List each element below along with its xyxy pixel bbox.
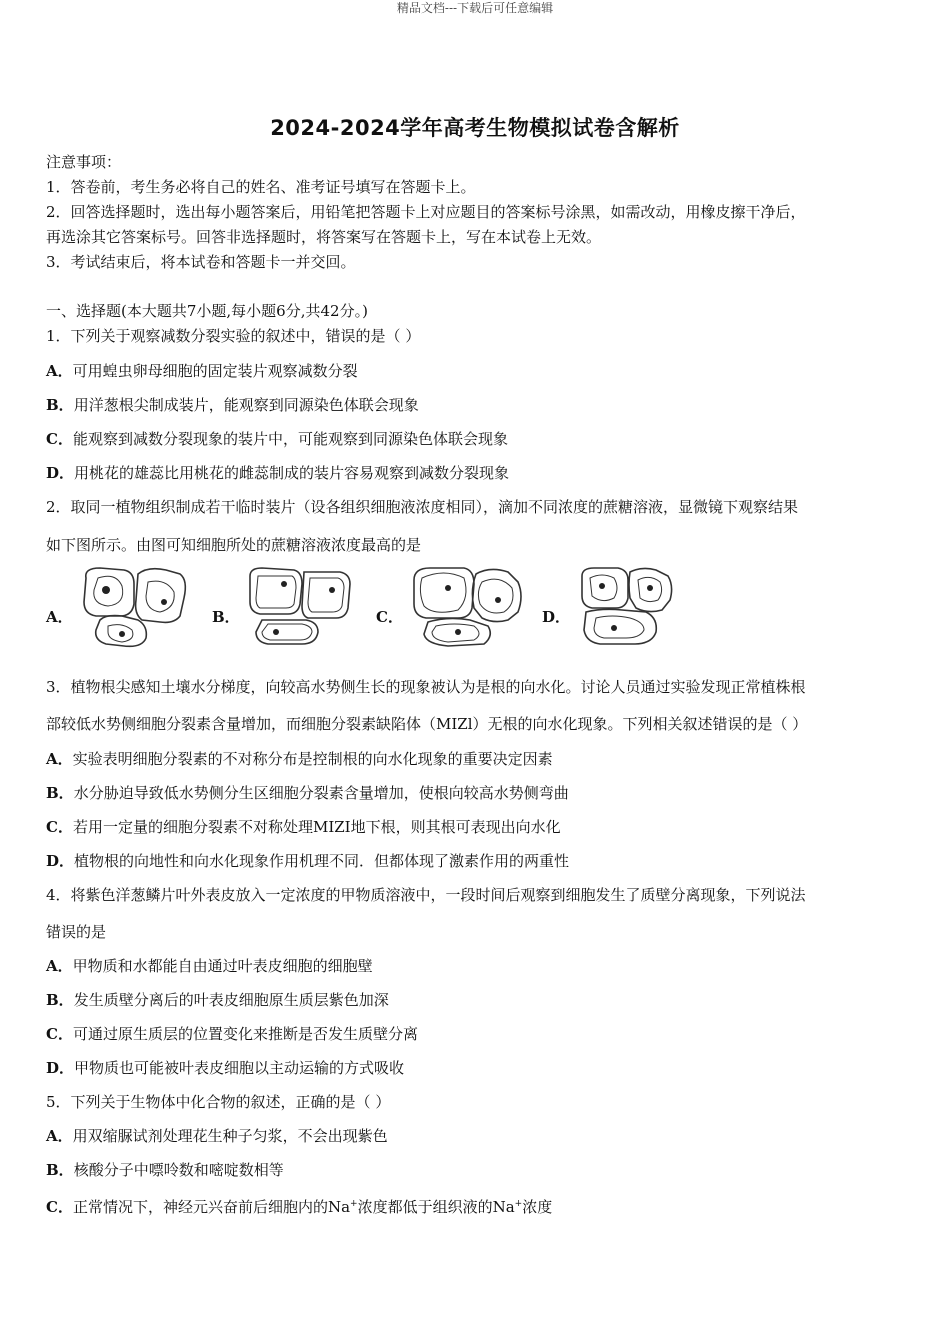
option-label: A． [46, 362, 73, 380]
q3-stem-line2: 部较低水势侧细胞分裂素含量增加，而细胞分裂素缺陷体（MIZl）无根的向水化现象。下列相关叙述错误的是（ ） [46, 715, 808, 733]
q2-figure-a [46, 564, 196, 648]
figure-label: A． [46, 608, 73, 626]
q1-option-d [46, 463, 906, 483]
q5-option-b [46, 1160, 906, 1180]
q3-option-a [46, 749, 906, 769]
option-text: 若用一定量的细胞分裂素不对称处理MIZI地下根，则其根可表现出向水化 [72, 818, 561, 836]
q3-stem-line1: 3．植物根尖感知土壤水分梯度，向较高水势侧生长的现象被认为是根的向水化。讨论人员通过实验发现正常植株根 [46, 678, 806, 696]
q2-figure-row [46, 564, 906, 648]
q3-option-b [46, 783, 906, 803]
option-text: 实验表明细胞分裂素的不对称分布是控制根的向水化现象的重要决定因素 [72, 750, 553, 768]
q4-option-d [46, 1058, 906, 1078]
q2-figure-c [376, 564, 536, 648]
option-text: 核酸分子中嘌呤数和嘧啶数相等 [73, 1161, 284, 1179]
q4-option-a [46, 956, 906, 976]
cell-diagram-d [572, 564, 687, 648]
q2-stem-line1: 2．取同一植物组织制成若干临时装片（设各组织细胞液浓度相同），滴加不同浓度的蔗糖溶液，显微镜下观察结果 [46, 498, 799, 516]
header-note: 精品文档---下载后可任意编辑 [396, 1, 554, 15]
option-text: 甲物质和水都能自由通过叶表皮细胞的细胞壁 [72, 957, 373, 975]
option-text: 可通过原生质层的位置变化来推断是否发生质壁分离 [72, 1025, 418, 1043]
q2-figure-d [542, 564, 692, 648]
option-text: 用桃花的雄蕊比用桃花的雌蕊制成的装片容易观察到减数分裂现象 [74, 464, 510, 482]
option-text: 可用蝗虫卵母细胞的固定装片观察减数分裂 [72, 362, 358, 380]
cell-diagram-c [408, 564, 528, 648]
notice-item: 再选涂其它答案标号。回答非选择题时，将答案写在答题卡上，写在本试卷上无效。 [46, 228, 602, 246]
q2-figure-b [212, 564, 362, 648]
q5-stem: 5．下列关于生物体中化合物的叙述，正确的是（ ） [46, 1093, 391, 1111]
q1-option-b [46, 395, 906, 415]
q1-stem: 1．下列关于观察减数分裂实验的叙述中，错误的是（ ） [46, 327, 421, 345]
option-label: A． [46, 1127, 73, 1145]
option-text: 能观察到减数分裂现象的装片中，可能观察到同源染色体联会现象 [72, 430, 508, 448]
option-label: C． [46, 1025, 73, 1043]
page-title: 2024-2024学年高考生物模拟试卷含解析 [270, 116, 680, 140]
option-label: B． [46, 991, 74, 1009]
figure-label: B． [212, 608, 240, 626]
notice-item: 3．考试结束后，将本试卷和答题卡一并交回。 [46, 253, 356, 271]
option-label: B． [46, 1161, 74, 1179]
option-label: D． [46, 852, 75, 870]
section-heading: 一、选择题(本大题共7小题,每小题6分,共42分。) [46, 302, 368, 320]
superscript-plus: + [350, 1199, 358, 1209]
q2-stem-line2: 如下图所示。由图可知细胞所处的蔗糖溶液浓度最高的是 [46, 536, 422, 554]
option-label: C． [46, 430, 73, 448]
q1-option-c [46, 429, 906, 449]
notice-item: 1．答卷前，考生务必将自己的姓名、准考证号填写在答题卡上。 [46, 178, 476, 196]
option-text: 用洋葱根尖制成装片，能观察到同源染色体联会现象 [73, 396, 419, 414]
figure-label: D． [542, 608, 571, 626]
option-label: D． [46, 1059, 75, 1077]
option-text: 水分胁迫导致低水势侧分生区细胞分裂素含量增加，使根向较高水势侧弯曲 [73, 784, 569, 802]
q3-option-c [46, 817, 906, 837]
q5-option-a [46, 1126, 906, 1146]
option-label: C． [46, 818, 73, 836]
q1-option-a [46, 361, 906, 381]
cell-diagram-b [242, 564, 357, 648]
q4-stem-line1: 4．将紫色洋葱鳞片叶外表皮放入一定浓度的甲物质溶液中，一段时间后观察到细胞发生了质壁分离现象，下列说法 [46, 886, 806, 904]
option-text: 正常情况下，神经元兴奋前后细胞内的Na [72, 1198, 351, 1216]
option-label: A． [46, 957, 73, 975]
option-text: 浓度都低于组织液的Na [357, 1198, 515, 1216]
option-text: 浓度 [522, 1198, 553, 1216]
option-label: A． [46, 750, 73, 768]
option-label: C． [46, 1198, 73, 1216]
option-label: B． [46, 784, 74, 802]
figure-label: C． [376, 608, 403, 626]
option-text: 发生质壁分离后的叶表皮细胞原生质层紫色加深 [73, 991, 389, 1009]
q5-option-c [46, 1194, 906, 1217]
option-text: 植物根的向地性和向水化现象作用机理不同．但都体现了激素作用的两重性 [74, 852, 570, 870]
q4-option-c [46, 1024, 906, 1044]
q4-stem-line2: 错误的是 [46, 923, 107, 941]
option-label: D． [46, 464, 75, 482]
notice-item: 2．回答选择题时，选出每小题答案后，用铅笔把答题卡上对应题目的答案标号涂黑，如需改动，用橡皮擦干净后， [46, 203, 806, 221]
superscript-plus: + [514, 1199, 523, 1209]
notice-heading: 注意事项： [46, 153, 122, 171]
option-text: 甲物质也可能被叶表皮细胞以主动运输的方式吸收 [74, 1059, 405, 1077]
option-label: B． [46, 396, 74, 414]
option-text: 用双缩脲试剂处理花生种子匀浆，不会出现紫色 [72, 1127, 388, 1145]
cell-diagram-a [76, 564, 191, 648]
q4-option-b [46, 990, 906, 1010]
q3-option-d [46, 851, 906, 871]
